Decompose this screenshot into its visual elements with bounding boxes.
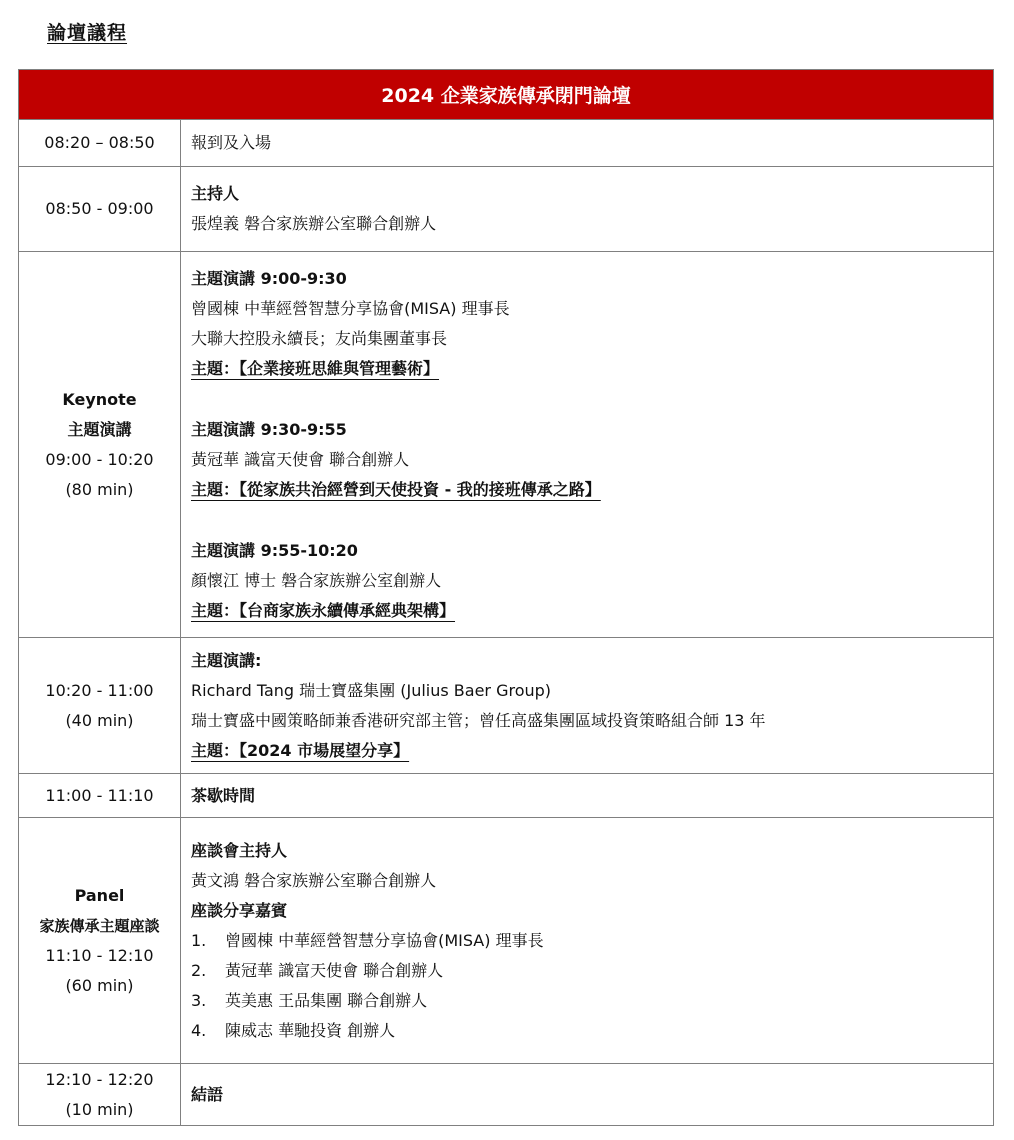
agenda-table xyxy=(18,69,994,1126)
talk-topic: 主題：【2024 市場展望分享】 xyxy=(191,740,410,760)
content-cell xyxy=(181,167,994,252)
list-number: 4. xyxy=(191,1020,207,1040)
page-title: 論壇議程 xyxy=(47,22,128,44)
time-range: 12:10 - 12:20 xyxy=(45,1069,154,1089)
keynote-talk xyxy=(191,536,983,626)
talk-topic: 主題：【從家族共治經營到天使投資 - 我的接班傳承之路】 xyxy=(191,479,601,499)
speaker-line: 瑞士寶盛中國策略師兼香港研究部主管；曾任高盛集團區域投資策略組合師 13 年 xyxy=(191,710,766,730)
list-item xyxy=(191,956,983,986)
guest-text: 英美惠 王品集團 聯合創辦人 xyxy=(225,990,428,1010)
talk-topic: 主題：【企業接班思維與管理藝術】 xyxy=(191,358,440,378)
time-cell xyxy=(19,167,181,252)
talk-heading: 主題演講 9:00-9:30 xyxy=(191,268,347,288)
content-cell xyxy=(181,774,994,818)
time-cell xyxy=(19,638,181,774)
table-row xyxy=(19,818,994,1064)
panel-host: 黃文鴻 磐合家族辦公室聯合創辦人 xyxy=(191,870,437,890)
time-label-en: Panel xyxy=(74,885,125,905)
list-item xyxy=(191,1016,983,1046)
panel-guests-heading: 座談分享嘉賓 xyxy=(191,900,288,920)
time-label-zh: 主題演講 xyxy=(67,419,132,439)
list-number: 2. xyxy=(191,960,207,980)
list-number: 3. xyxy=(191,990,207,1010)
time-range: 11:10 - 12:10 xyxy=(45,945,154,965)
speaker-line: 大聯大控股永續長；友尚集團董事長 xyxy=(191,328,448,348)
list-number: 1. xyxy=(191,930,207,950)
duration: (80 min) xyxy=(65,479,134,499)
content-cell xyxy=(181,252,994,638)
duration: (60 min) xyxy=(65,975,134,995)
list-item xyxy=(191,986,983,1016)
speaker-line: Richard Tang 瑞士寶盛集團 (Julius Baer Group) xyxy=(191,680,552,700)
time-range: 10:20 - 11:00 xyxy=(45,680,154,700)
session-detail: 張煌義 磐合家族辦公室聯合創辦人 xyxy=(191,214,437,233)
table-row xyxy=(19,774,994,818)
table-row xyxy=(19,120,994,167)
guest-text: 曾國棟 中華經營智慧分享協會(MISA) 理事長 xyxy=(225,930,544,950)
talk-heading: 主題演講 9:55-10:20 xyxy=(191,540,358,560)
content-cell xyxy=(181,120,994,167)
banner-row xyxy=(19,70,994,120)
forum-banner: 2024 企業家族傳承閉門論壇 xyxy=(19,70,994,120)
time-cell xyxy=(19,252,181,638)
talk-topic: 主題：【台商家族永續傳承經典架構】 xyxy=(191,600,456,620)
content-cell xyxy=(181,1064,994,1126)
session-heading: 主持人 xyxy=(191,184,240,203)
duration: (10 min) xyxy=(65,1099,134,1119)
time-label-zh: 家族傳承主題座談 xyxy=(39,916,160,935)
time-range: 11:00 - 11:10 xyxy=(45,785,154,805)
time-cell xyxy=(19,818,181,1064)
guest-text: 陳威志 華馳投資 創辦人 xyxy=(225,1020,396,1040)
time-label-en: Keynote xyxy=(62,389,137,409)
session-text: 報到及入場 xyxy=(191,133,272,152)
time-cell xyxy=(19,1064,181,1126)
duration: (40 min) xyxy=(65,710,134,730)
time-range: 09:00 - 10:20 xyxy=(45,449,154,469)
time-range: 08:20 – 08:50 xyxy=(44,133,155,152)
time-range: 08:50 - 09:00 xyxy=(45,199,154,218)
keynote-talk xyxy=(191,264,983,384)
list-item xyxy=(191,926,983,956)
speaker-line: 顏懷江 博士 磐合家族辦公室創辦人 xyxy=(191,570,442,590)
content-cell xyxy=(181,638,994,774)
keynote-talk xyxy=(191,415,983,505)
speaker-line: 曾國棟 中華經營智慧分享協會(MISA) 理事長 xyxy=(191,298,510,318)
session-text: 茶歇時間 xyxy=(191,785,256,805)
time-cell xyxy=(19,120,181,167)
panel-host-heading: 座談會主持人 xyxy=(191,840,288,860)
talk-heading: 主題演講 9:30-9:55 xyxy=(191,419,347,439)
time-cell xyxy=(19,774,181,818)
table-row xyxy=(19,638,994,774)
session-text: 結語 xyxy=(191,1084,224,1104)
table-row xyxy=(19,1064,994,1126)
content-cell xyxy=(181,818,994,1064)
table-row xyxy=(19,252,994,638)
speaker-line: 黃冠華 識富天使會 聯合創辦人 xyxy=(191,449,410,469)
table-row xyxy=(19,167,994,252)
talk-heading: 主題演講: xyxy=(191,650,262,670)
guest-text: 黃冠華 識富天使會 聯合創辦人 xyxy=(225,960,444,980)
